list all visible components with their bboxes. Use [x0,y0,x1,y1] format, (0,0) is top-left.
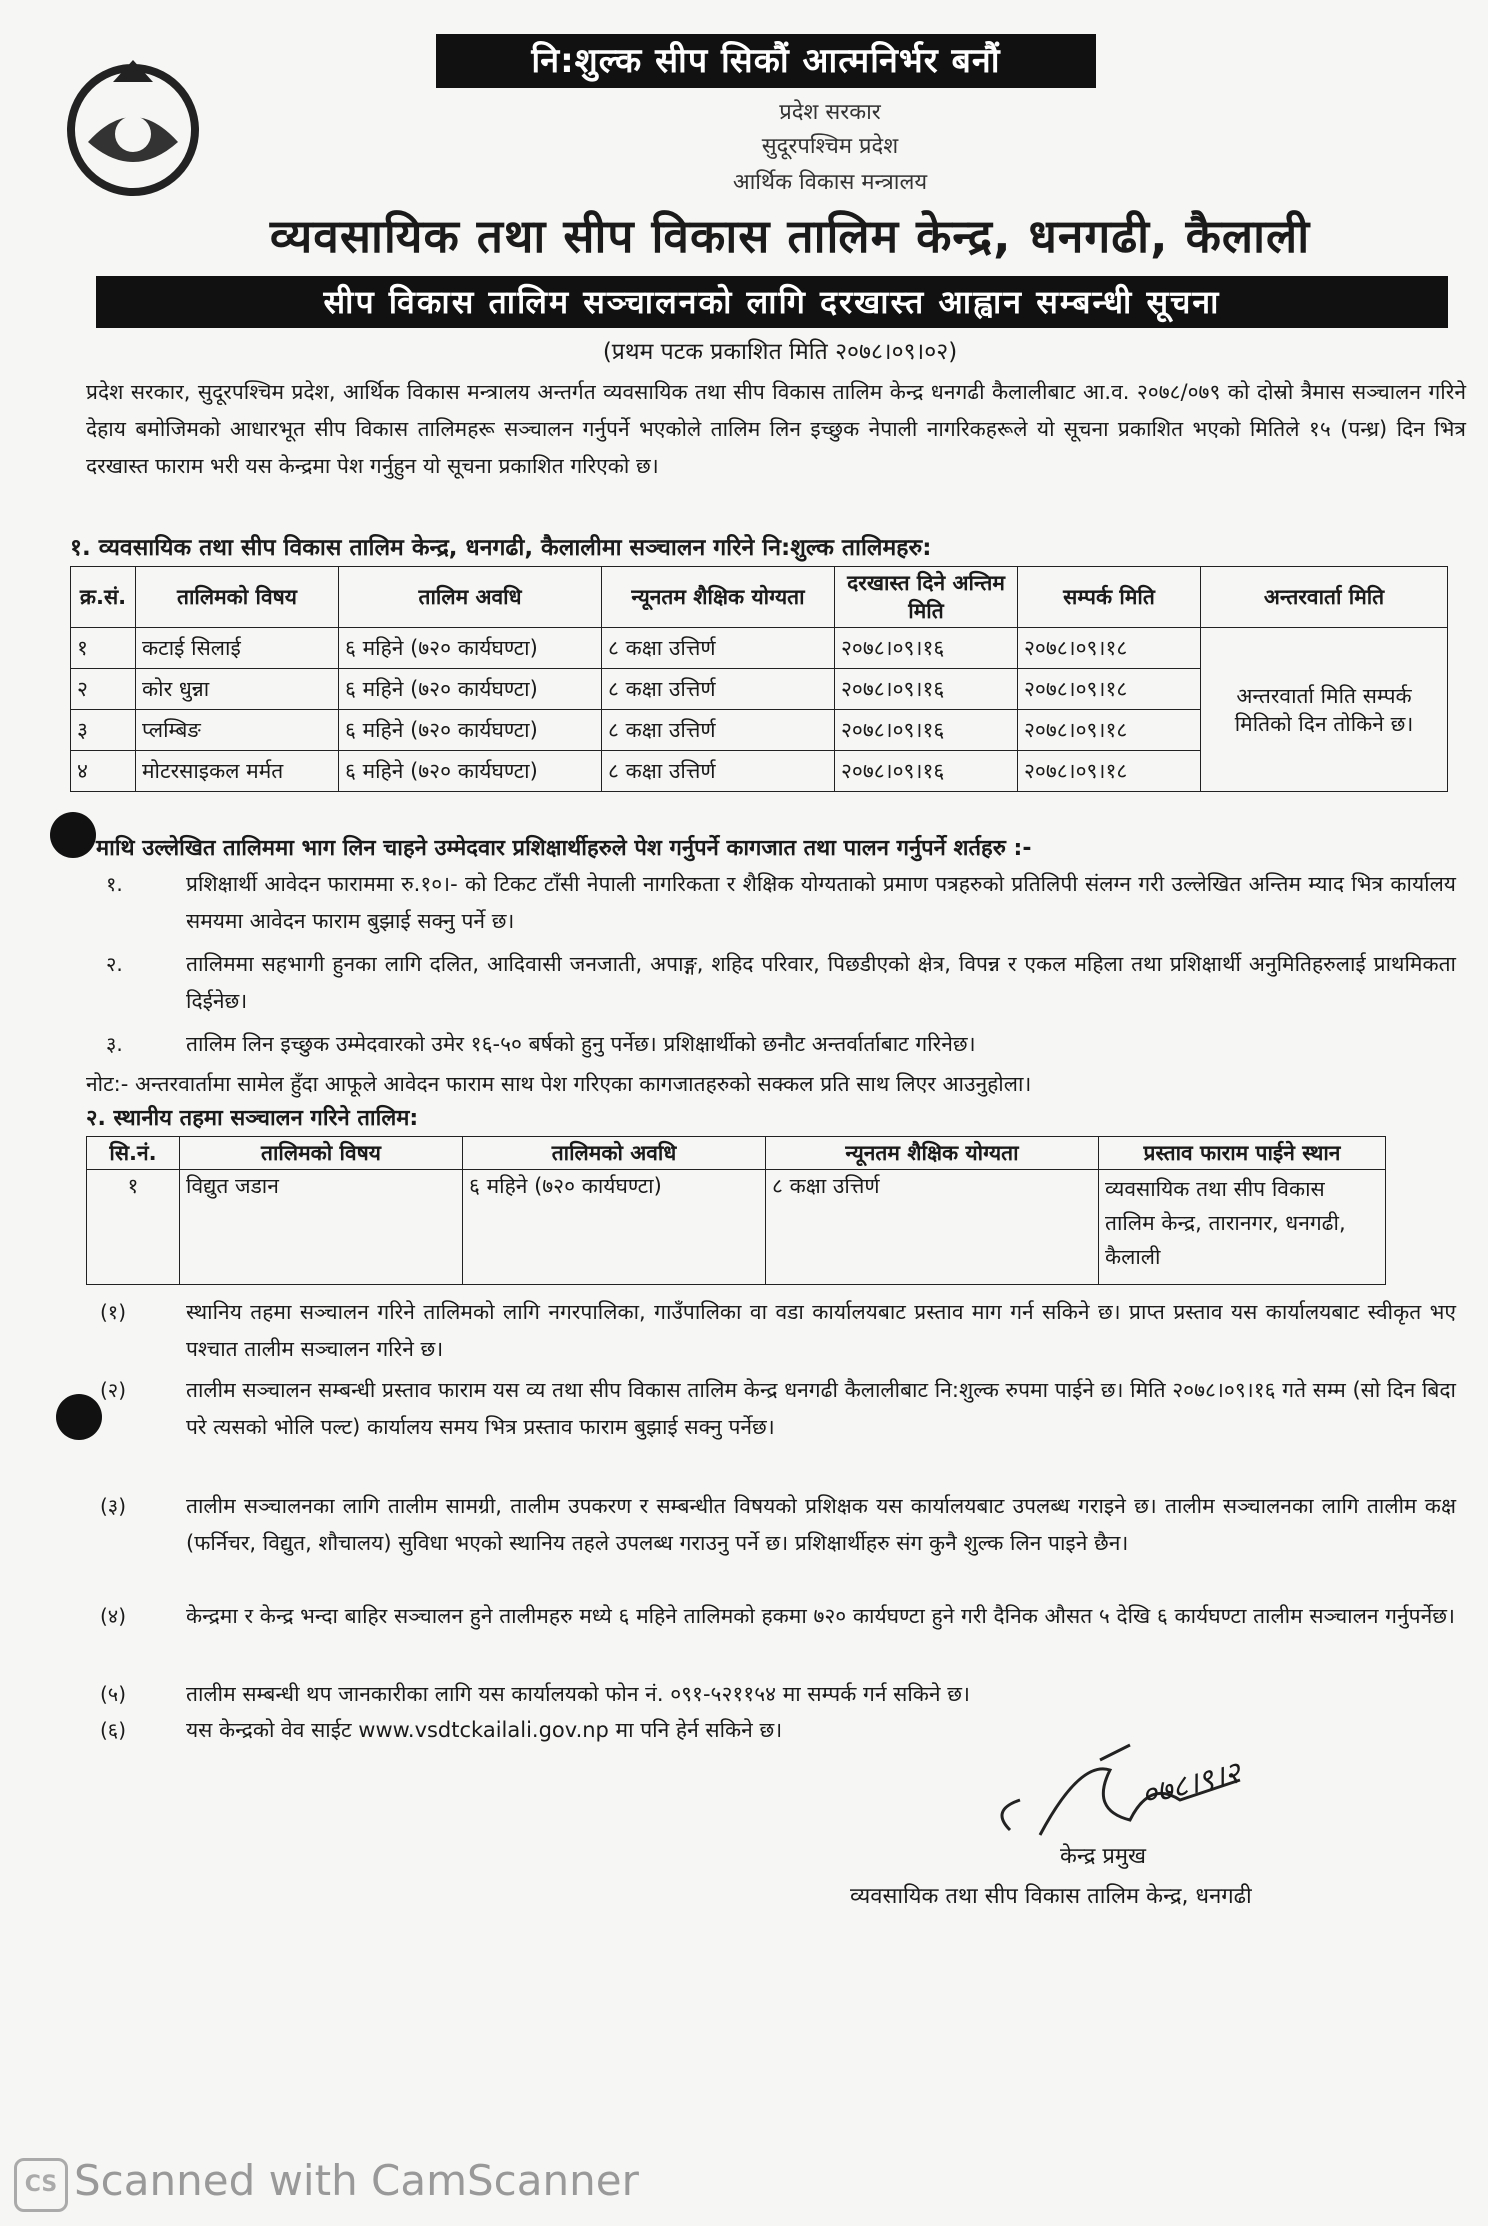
item-text: यस केन्द्रको वेव साईट www.vsdtckailali.gov.np मा पनि हेर्न सकिने छ। [186,1718,783,1742]
cell: २०७८।०९।१६ [835,669,1018,710]
cell: ६ महिने (७२० कार्यघण्टा) [339,628,602,669]
cell: मोटरसाइकल मर्मत [136,751,339,792]
cell: २ [71,669,136,710]
cell: १ [71,628,136,669]
col-duration: तालिमको अवधि [463,1137,766,1170]
cell: ८ कक्षा उत्तिर्ण [766,1170,1099,1285]
item-text: तालीम सञ्चालनका लागि तालीम सामग्री, तालीम उपकरण र सम्बन्धीत विषयको प्रशिक्षक यस कार्यालयबाट उपलब्ध गराइने छ। तालीम सञ्चालनका लागि तालीम कक्ष (फर्निचर, विद्युत, शौचालय) सुविधा भएको स्थानिय तहले उपलब्ध गराउनु पर्ने छ। प्रशिक्षार्थीहरु संग कुनै शुल्क लिन पाइने छैन। [186,1494,1456,1555]
gov-line-3: आर्थिक विकास मन्त्रालय [732,170,928,195]
cell: ८ कक्षा उत्तिर्ण [602,710,835,751]
signatory-office: व्यवसायिक तथा सीप विकास तालिम केन्द्र, धनगढी [850,1884,1252,1909]
cell: ६ महिने (७२० कार्यघण्टा) [339,751,602,792]
cell: ६ महिने (७२० कार्यघण्टा) [339,669,602,710]
slogan-banner: नि:शुल्क सीप सिकौं आत्मनिर्भर बनौं [436,34,1096,88]
cell: २०७८।०९।१८ [1018,669,1201,710]
cell: २०७८।०९।१६ [835,751,1018,792]
col-sn: सि.नं. [87,1137,180,1170]
gov-line-1: प्रदेश सरकार [779,100,881,125]
gov-line-2: सुदूरपश्चिम प्रदेश [761,134,899,159]
condition-num: १. [106,872,123,896]
cell: कटाई सिलाई [136,628,339,669]
cell: कोर धुन्ना [136,669,339,710]
camscanner-badge-icon: CS [14,2158,68,2212]
item-num: (३) [100,1494,127,1518]
cell: ३ [71,710,136,751]
table-header-row [87,1137,1386,1170]
signatory-role: केन्द्र प्रमुख [1060,1844,1147,1869]
item-text: तालीम सम्बन्धी थप जानकारीका लागि यस कार्यालयको फोन नं. ०९१-५२११५४ मा सम्पर्क गर्न सकिने छ। [186,1682,970,1706]
conditions-title: माथि उल्लेखित तालिममा भाग लिन चाहने उम्मेदवार प्रशिक्षार्थीहरुले पेश गर्नुपर्ने कागजात तथा पालन गर्नुपर्ने शर्तहरु :- [96,836,1032,861]
cell: २०७८।०९।१८ [1018,710,1201,751]
col-interview-date: अन्तरवार्ता मिति [1201,567,1448,628]
notice-title: सीप विकास तालिम सञ्चालनको लागि दरखास्त आह्वान सम्बन्धी सूचना [96,276,1448,328]
punch-hole-mark [56,1394,102,1440]
cell: ८ कक्षा उत्तिर्ण [602,628,835,669]
item-num: (२) [100,1378,127,1402]
cell: ८ कक्षा उत्तिर्ण [602,669,835,710]
col-duration: तालिम अवधि [339,567,602,628]
col-qualification: न्यूनतम शैक्षिक योग्यता [602,567,835,628]
condition-text: प्रशिक्षार्थी आवेदन फाराममा रु.१०।- को टिकट टाँसी नेपाली नागरिकता र शैक्षिक योग्यताको प्रमाण पत्रहरुको प्रतिलिपी संलग्न गरी उल्लेखित अन्तिम म्याद भित्र कार्यालय समयमा आवेदन फाराम बुझाई सक्नु पर्ने छ। [186,872,1456,933]
condition-text: तालिममा सहभागी हुनका लागि दलित, आदिवासी जनजाती, अपाङ्ग, शहिद परिवार, पिछडीएको क्षेत्र, विपन्न र एकल महिला तथा प्रशिक्षार्थी अनुमितिहरुलाई प्राथमिकता दिईनेछ। [186,952,1456,1013]
col-subject: तालिमको विषय [180,1137,463,1170]
item-num: (४) [100,1604,127,1628]
cell: २०७८।०९।१८ [1018,751,1201,792]
cell: ६ महिने (७२० कार्यघण्टा) [463,1170,766,1285]
cell: ६ महिने (७२० कार्यघण्टा) [339,710,602,751]
training-table [70,566,1448,792]
cell: १ [87,1170,180,1285]
publication-date: (प्रथम पटक प्रकाशित मिति २०७८।०९।०२) [602,339,958,365]
col-form-location: प्रस्ताव फाराम पाईने स्थान [1099,1137,1386,1170]
col-sn: क्र.सं. [71,567,136,628]
table-header-row [71,567,1448,628]
office-name: व्यवसायिक तथा सीप विकास तालिम केन्द्र, धनगढी, कैलाली [269,209,1311,263]
signature-date: ०७८।९।२ [1137,1755,1244,1814]
col-contact-date: सम्पर्क मिति [1018,567,1201,628]
section-1-title: १. व्यवसायिक तथा सीप विकास तालिम केन्द्र, धनगढी, कैलालीमा सञ्चालन गरिने नि:शुल्क तालिमहरु: [70,535,932,561]
intro-paragraph: प्रदेश सरकार, सुदूरपश्चिम प्रदेश, आर्थिक विकास मन्त्रालय अन्तर्गत व्यवसायिक तथा सीप विकास तालिम केन्द्र धनगढी कैलालीबाट आ.व. २०७८/०७९ को दोस्रो त्रैमास सञ्चालन गरिने देहाय बमोजिमको आधारभूत सीप विकास तालिमहरू सञ्चालन गर्नुपर्ने भएकोले तालिम लिन इच्छुक नेपाली नागरिकहरूले यो सूचना प्रकाशित भएको मितिले १५ (पन्ध्र) दिन भित्र दरखास्त फाराम भरी यस केन्द्रमा पेश गर्नुहुन यो सूचना प्रकाशित गरिएको छ। [86,380,1466,478]
col-qualification: न्यूनतम शैक्षिक योग्यता [766,1137,1099,1170]
item-text: स्थानिय तहमा सञ्चालन गरिने तालिमको लागि नगरपालिका, गाउँपालिका वा वडा कार्यालयबाट प्रस्ताव माग गर्न सकिने छ। प्राप्त प्रस्ताव यस कार्यालयबाट स्वीकृत भए पश्चात तालीम सञ्चालन गरिने छ। [186,1300,1456,1361]
condition-num: ३. [106,1032,123,1056]
condition-text: तालिम लिन इच्छुक उम्मेदवारको उमेर १६-५० बर्षको हुनु पर्नेछ। प्रशिक्षार्थीको छनौट अन्तर्वार्ताबाट गरिनेछ। [186,1032,976,1056]
item-text: केन्द्रमा र केन्द्र भन्दा बाहिर सञ्चालन हुने तालीमहरु मध्ये ६ महिने तालिमको हकमा ७२० कार्यघण्टा हुने गरी दैनिक औसत ५ देखि ६ कार्यघण्टा तालीम सञ्चालन गर्नुपर्नेछ। [186,1604,1455,1628]
note-text: नोट:- अन्तरवार्तामा सामेल हुँदा आफूले आवेदन फाराम साथ पेश गरिएका कागजातहरुको सक्कल प्रति साथ लिएर आउनुहोला। [86,1072,1032,1096]
local-training-table [86,1136,1386,1285]
cell: ४ [71,751,136,792]
interview-note: अन्तरवार्ता मिति सम्पर्क मितिको दिन तोकिने छ। [1201,628,1448,792]
cell: २०७८।०९।१८ [1018,628,1201,669]
camscanner-watermark [8,2148,768,2218]
item-num: (५) [100,1682,127,1706]
cell: विद्युत जडान [180,1170,463,1285]
cell: प्लम्बिङ [136,710,339,751]
table-row [87,1170,1386,1285]
watermark-text: Scanned with CamScanner [74,2156,639,2205]
item-num: (६) [100,1718,127,1742]
cell: २०७८।०९।१६ [835,628,1018,669]
cell: व्यवसायिक तथा सीप विकास तालिम केन्द्र, तारानगर, धनगढी, कैलाली [1099,1170,1386,1285]
item-text: तालीम सञ्चालन सम्बन्धी प्रस्ताव फाराम यस व्य तथा सीप विकास तालिम केन्द्र धनगढी कैलालीबाट नि:शुल्क रुपमा पाईने छ। मिति २०७८।०९।१६ गते सम्म (सो दिन बिदा परे त्यसको भोलि पल्ट) कार्यालय समय भित्र प्रस्ताव फाराम बुझाई सक्नु पर्नेछ। [186,1378,1456,1439]
condition-num: २. [106,952,123,976]
section-2-title: २. स्थानीय तहमा सञ्चालन गरिने तालिम: [86,1106,419,1131]
item-num: (१) [100,1300,127,1324]
cell: ८ कक्षा उत्तिर्ण [602,751,835,792]
table-row [71,628,1448,669]
cell: २०७८।०९।१६ [835,710,1018,751]
punch-hole-mark [50,812,96,858]
nepal-emblem-logo [58,52,208,202]
col-subject: तालिमको विषय [136,567,339,628]
col-deadline: दरखास्त दिने अन्तिम मिति [835,567,1018,628]
